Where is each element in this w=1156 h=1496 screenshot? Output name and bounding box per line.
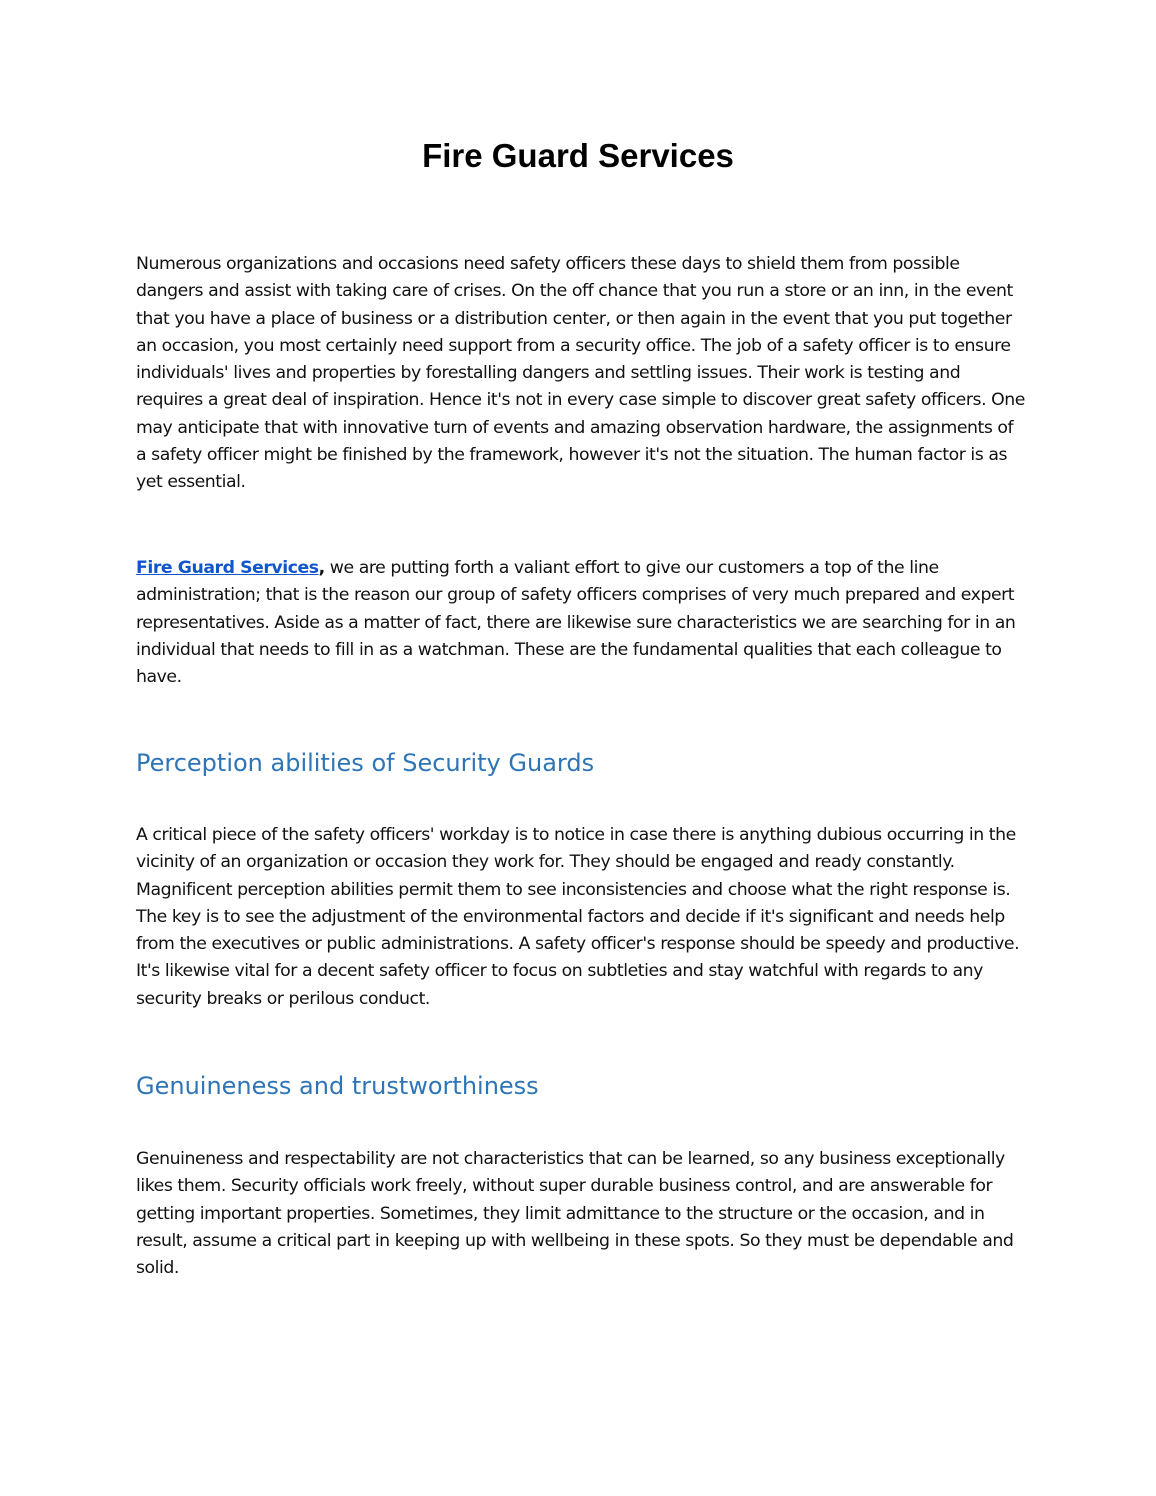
- document-title: Fire Guard Services: [422, 137, 734, 174]
- genuineness-paragraph: Genuineness and respectability are not characteristics that can be learned, so any business exceptionally likes them. Security officials work freely, without super durable business control, and are answerable for getting important properties. Sometimes, they limit admittance to the structure or the occasion, and in result, assume a critical part in keeping up with wellbeing in these spots. So they must be dependable and solid.: [136, 1149, 1014, 1279]
- fire-guard-services-link[interactable]: Fire Guard Services: [136, 558, 319, 578]
- link-comma: ,: [318, 558, 325, 578]
- perception-paragraph: A critical piece of the safety officers' workday is to notice in case there is anything dubious occurring in the vicinity of an organization or occasion they work for. They should be engaged and ready constantly. Magnificent perception abilities permit them to see inconsistencies and choose what the right response is. The key is to see the adjustment of the environmental factors and decide if it's significant and needs help from the executives or public administrations. A safety officer's response should be speedy and productive. It's likewise vital for a decent safety officer to focus on subtleties and stay watchful with regards to any security breaks or perilous conduct.: [136, 825, 1020, 1009]
- services-paragraph: [136, 555, 1026, 691]
- services-paragraph-text: we are putting forth a valiant effort to give our customers a top of the line administration; that is the reason our group of safety officers comprises of very much prepared and expert representatives. Aside as a matter of fact, there are likewise sure characteristics we are searching for in an individual that needs to fill in as a watchman. These are the fundamental qualities that each colleague to have.: [136, 558, 1016, 688]
- section-heading-genuineness: Genuineness and trustworthiness: [136, 1072, 539, 1100]
- section-heading-perception: Perception abilities of Security Guards: [136, 749, 595, 777]
- intro-paragraph: Numerous organizations and occasions need safety officers these days to shield them from possible dangers and assist with taking care of crises. On the off chance that you run a store or an inn, in the event that you have a place of business or a distribution center, or then again in the event that you put together an occasion, you most certainly need support from a security office. The job of a safety officer is to ensure individuals' lives and properties by forestalling dangers and settling issues. Their work is testing and requires a great deal of inspiration. Hence it's not in every case simple to discover great safety officers. One may anticipate that with innovative turn of events and amazing observation hardware, the assignments of a safety officer might be finished by the framework, however it's not the situation. The human factor is as yet essential.: [136, 254, 1025, 493]
